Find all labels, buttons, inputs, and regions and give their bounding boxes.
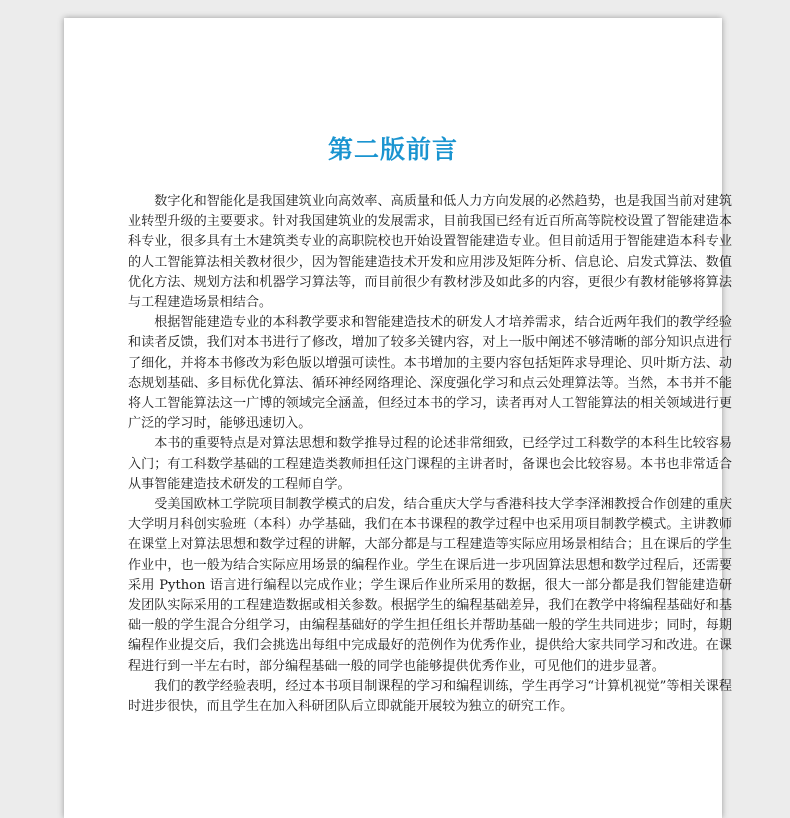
- document-page: [64, 18, 732, 818]
- paragraph-5: 我们的教学经验表明，经过本书项目制课程的学习和编程训练，学生再学习“计算机视觉”等相关课程时进步很快，而且学生在加入科研团队后立即就能开展较为独立的研究工作。: [128, 678, 732, 715]
- preface-body: [128, 192, 732, 717]
- paragraph-3: 本书的重要特点是对算法思想和数学推导过程的论述非常细致，已经学过工科数学的本科生比较容易入门；有工科数学基础的工程建造类教师担任这门课程的主讲者时，备课也会比较容易。本书也非常适合从事智能建造技术研发的工程师自学。: [128, 436, 732, 492]
- paragraph-1: 数字化和智能化是我国建筑业向高效率、高质量和低人力方向发展的必然趋势，也是我国当前对建筑业转型升级的主要要求。针对我国建筑业的发展需求，目前我国已经有近百所高等院校设置了智能建造本科专业，很多具有土木建筑类专业的高职院校也开始设置智能建造专业。但目前适用于智能建造本科专业的人工智能算法相关教材很少，因为智能建造技术开发和应用涉及矩阵分析、信息论、启发式算法、数值优化方法、规划方法和机器学习算法等，而目前很少有教材涉及如此多的内容，更很少有教材能够将算法与工程建造场景相结合。: [128, 194, 732, 311]
- paragraph-4: 受美国欧林工学院项目制教学模式的启发，结合重庆大学与香港科技大学李泽湘教授合作创建的重庆大学明月科创实验班（本科）办学基础，我们在本书课程的教学过程中也采用项目制教学模式。主讲教师在课堂上对算法思想和数学过程的讲解，大部分都是与工程建造等实际应用场景相结合；且在课后的学生作业中，也一般为结合实际应用场景的编程作业。学生在课后进一步巩固算法思想和数学过程后，还需要采用 Python 语言进行编程以完成作业；学生课后作业所采用的数据，很大一部分都是我们智能建造研发团队实际采用的工程建造数据或相关参数。根据学生的编程基础差异，我们在教学中将编程基础好和基础一般的学生混合分组学习，由编程基础好的学生担任组长并帮助基础一般的学生共同进步；同时，每期编程作业提交后，我们会挑选出每组中完成最好的范例作为优秀作业，提供给大家共同学习和改进。在课程进行到一半左右时，部分编程基础一般的同学也能够提供优秀作业，可见他们的进步显著。: [128, 497, 732, 674]
- page-title: 第二版前言: [327, 135, 458, 164]
- paragraph-2: 根据智能建造专业的本科教学要求和智能建造技术的研发人才培养需求，结合近两年我们的教学经验和读者反馈，我们对本书进行了修改，增加了较多关键内容，对上一版中阐述不够清晰的部分知识点进行了细化，并将本书修改为彩色版以增强可读性。本书增加的主要内容包括矩阵求导理论、贝叶斯方法、动态规划基础、多目标优化算法、循环神经网络理论、深度强化学习和点云处理算法等。当然，本书并不能将人工智能算法这一广博的领域完全涵盖，但经过本书的学习，读者再对人工智能算法的相关领域进行更广泛的学习时，能够迅速切入。: [128, 315, 732, 432]
